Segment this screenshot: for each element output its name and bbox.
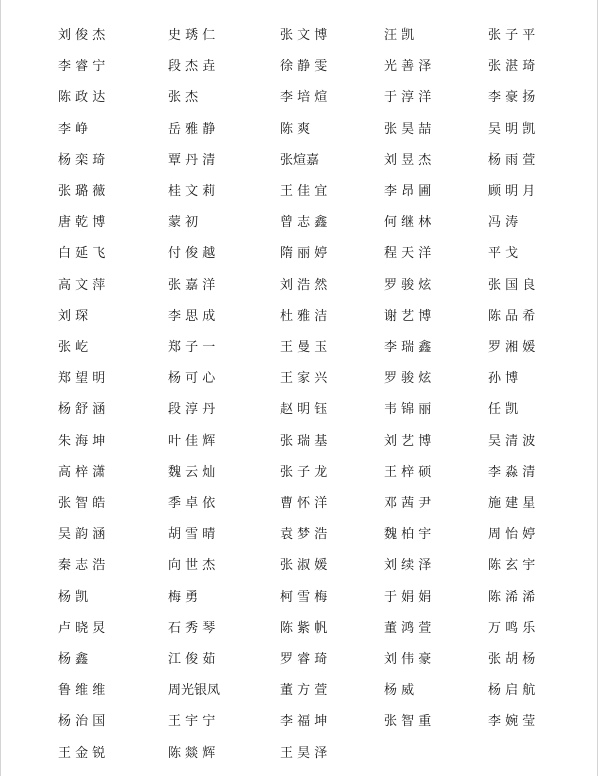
student-name: 吴 韵 涵	[58, 527, 106, 543]
student-name: 王 金 锐	[58, 745, 106, 761]
student-name: 秦 志 浩	[58, 558, 106, 574]
student-name: 韦 锦 丽	[384, 402, 432, 418]
student-name: 杨 威	[384, 683, 415, 699]
student-name: 罗 骏 炫	[384, 277, 432, 293]
name-row	[1, 212, 598, 234]
student-name: 张 瑞 基	[280, 433, 328, 449]
student-name: 谢 艺 博	[384, 308, 432, 324]
student-name: 张 胡 杨	[488, 652, 536, 667]
student-name: 张 璐 薇	[58, 184, 106, 199]
student-name: 张煊嘉	[280, 152, 320, 168]
student-name: 施 建 星	[488, 496, 536, 511]
student-name: 隋 丽 婷	[280, 246, 328, 262]
name-row	[1, 181, 598, 203]
name-row	[1, 399, 598, 421]
name-row	[1, 462, 598, 484]
student-name: 吴 清 波	[488, 433, 536, 449]
student-name: 张 屹	[58, 340, 89, 355]
student-name: 石 秀 琴	[168, 620, 216, 636]
name-row	[1, 243, 598, 265]
student-name: 周光银凤	[168, 683, 221, 699]
name-row	[1, 711, 598, 733]
name-row	[1, 524, 598, 546]
student-name: 高 文 萍	[58, 277, 106, 293]
student-name: 刘 浩 然	[280, 277, 328, 293]
student-name: 杨 雨 萱	[488, 152, 536, 168]
student-name: 汪 凯	[384, 28, 415, 43]
student-name: 叶 佳 辉	[168, 433, 216, 449]
student-name: 张 杰	[168, 90, 199, 106]
student-name: 董 方 萱	[280, 683, 328, 699]
student-name: 卢 晓 炅	[58, 620, 106, 636]
student-name: 魏 柏 宇	[384, 527, 432, 543]
student-name: 王 曼 玉	[280, 340, 328, 355]
student-name: 张 昊 喆	[384, 121, 432, 137]
student-name: 杜 雅 洁	[280, 308, 328, 324]
student-name: 杨 鑫	[58, 652, 89, 667]
student-name: 段 淳 丹	[168, 402, 216, 418]
student-name: 周 怡 婷	[488, 527, 536, 543]
student-name: 刘 俊 杰	[58, 28, 106, 43]
student-name: 邓 茜 尹	[384, 496, 432, 511]
student-name: 杨 凯	[58, 589, 89, 605]
name-row	[1, 431, 598, 453]
student-name: 何 继 林	[384, 215, 432, 231]
name-row	[1, 587, 598, 609]
student-name: 陈 紫 帆	[280, 620, 328, 636]
student-name: 程 天 洋	[384, 246, 432, 262]
student-name: 张 嘉 洋	[168, 277, 216, 293]
student-name: 桂 文 莉	[168, 184, 216, 199]
student-name: 岳 雅 静	[168, 121, 216, 137]
student-name: 李 昂 圃	[384, 184, 432, 199]
student-name: 覃 丹 清	[168, 152, 216, 168]
name-row	[1, 493, 598, 515]
name-row	[1, 337, 598, 359]
student-name: 陈 燚 辉	[168, 745, 216, 761]
student-name: 江 俊 茹	[168, 652, 216, 667]
student-name: 陈 玄 宇	[488, 558, 536, 574]
student-name: 魏 云 灿	[168, 464, 216, 480]
student-name: 董 鸿 萱	[384, 620, 432, 636]
student-name: 李 婉 莹	[488, 714, 536, 730]
student-name: 郑 望 明	[58, 371, 106, 387]
student-name: 李 淼 清	[488, 464, 536, 480]
student-name: 罗 湘 媛	[488, 340, 536, 355]
name-row	[1, 119, 598, 141]
student-name: 刘 昱 杰	[384, 152, 432, 168]
student-name: 王 家 兴	[280, 371, 328, 387]
student-name: 朱 海 坤	[58, 433, 106, 449]
student-name: 向 世 杰	[168, 558, 216, 574]
name-row	[1, 306, 598, 328]
student-name: 孙 博	[488, 371, 519, 387]
student-name: 张 湛 琦	[488, 59, 536, 75]
student-name: 曹 怀 洋	[280, 496, 328, 511]
student-name: 杨 可 心	[168, 371, 216, 387]
student-name: 赵 明 钰	[280, 402, 328, 418]
student-name: 张 子 龙	[280, 464, 328, 480]
student-name: 李 思 成	[168, 308, 216, 324]
student-name: 刘 琛	[58, 308, 89, 324]
student-name: 唐 乾 博	[58, 215, 106, 231]
student-name: 史 琇 仁	[168, 28, 216, 43]
student-name: 王 宇 宁	[168, 714, 216, 730]
name-row	[1, 275, 598, 297]
name-row	[1, 649, 598, 671]
student-name: 吴 明 凯	[488, 121, 536, 137]
student-name: 万 鸣 乐	[488, 620, 536, 636]
student-name: 罗 睿 琦	[280, 652, 328, 667]
name-row	[1, 618, 598, 640]
student-name: 张 文 博	[280, 28, 328, 43]
student-name: 徐 静 雯	[280, 59, 328, 75]
student-name: 罗 骏 炫	[384, 371, 432, 387]
student-name: 鲁 维 维	[58, 683, 106, 699]
student-name: 陈 浠 浠	[488, 589, 536, 605]
student-name: 柯 雪 梅	[280, 589, 328, 605]
student-name: 冯 涛	[488, 215, 519, 231]
student-name: 曾 志 鑫	[280, 215, 328, 231]
student-name: 陈 爽	[280, 121, 311, 137]
name-row	[1, 150, 598, 172]
student-name: 杨 栾 琦	[58, 152, 106, 168]
student-name: 李 培 煊	[280, 90, 328, 106]
student-name: 李 福 坤	[280, 714, 328, 730]
student-name: 于 淳 洋	[384, 90, 432, 106]
student-name: 张 国 良	[488, 277, 536, 293]
student-name: 王 梓 硕	[384, 464, 432, 480]
student-name: 李 瑞 鑫	[384, 340, 432, 355]
student-name: 白 延 飞	[58, 246, 106, 262]
student-name: 胡 雪 晴	[168, 527, 216, 543]
student-name: 刘 伟 豪	[384, 652, 432, 667]
student-name: 王 佳 宜	[280, 184, 328, 199]
student-name: 陈 政 达	[58, 90, 106, 106]
student-name: 李 峥	[58, 121, 89, 137]
student-name: 于 娟 娟	[384, 589, 432, 605]
student-name: 梅 勇	[168, 589, 199, 605]
student-name: 刘 续 泽	[384, 558, 432, 574]
student-name: 李 睿 宁	[58, 59, 106, 75]
name-row	[1, 555, 598, 577]
student-name: 张 子 平	[488, 28, 536, 43]
student-name: 顾 明 月	[488, 184, 536, 199]
student-name: 蒙 初	[168, 215, 199, 231]
name-row	[1, 743, 598, 765]
student-name: 张 智 重	[384, 714, 432, 730]
student-name: 段 杰 垚	[168, 59, 216, 75]
student-name: 郑 子 一	[168, 340, 216, 355]
student-name: 刘 艺 博	[384, 433, 432, 449]
student-name: 张 淑 媛	[280, 558, 328, 574]
student-name: 任 凯	[488, 402, 519, 418]
student-name: 平 戈	[488, 246, 519, 262]
student-name: 王 昊 泽	[280, 745, 328, 761]
student-name: 付 俊 越	[168, 246, 216, 262]
student-name: 光 善 泽	[384, 59, 432, 75]
name-row	[1, 87, 598, 109]
name-row	[1, 368, 598, 390]
name-row	[1, 56, 598, 78]
student-name: 季 卓 依	[168, 496, 216, 511]
name-row	[1, 680, 598, 702]
student-name: 高 梓 潇	[58, 464, 106, 480]
student-name: 袁 梦 浩	[280, 527, 328, 543]
student-name: 张 智 皓	[58, 496, 106, 511]
student-name: 杨 启 航	[488, 683, 536, 699]
name-row	[1, 25, 598, 47]
student-name: 杨 治 国	[58, 714, 106, 730]
student-name: 陈 品 希	[488, 308, 536, 324]
student-name: 杨 舒 涵	[58, 402, 106, 418]
student-name: 李 豪 扬	[488, 90, 536, 106]
